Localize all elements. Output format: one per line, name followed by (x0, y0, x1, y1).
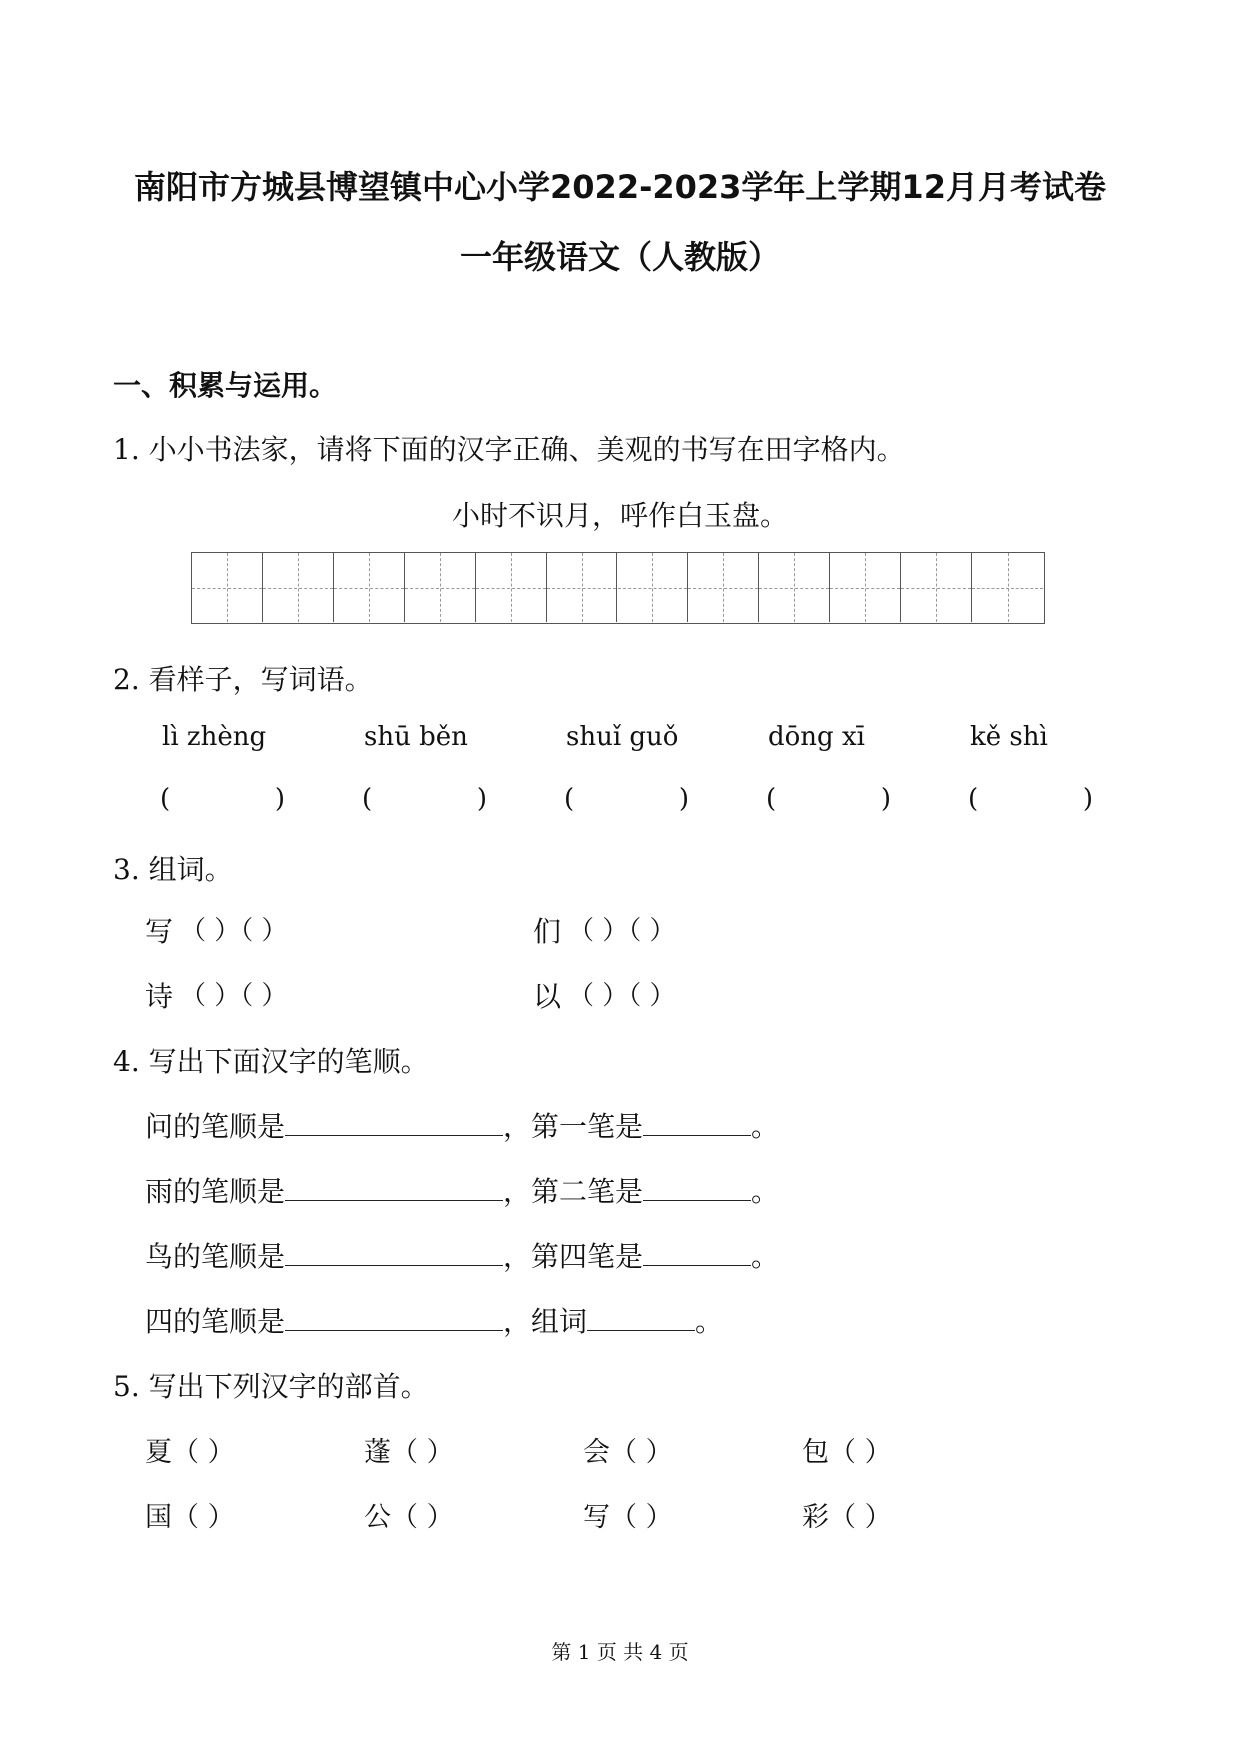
word-group-blanks[interactable]: （ ）（ ） (568, 981, 676, 1011)
stroke-order-blank[interactable] (285, 1306, 503, 1331)
poem-line: 小时不识月，呼作白玉盘。 (451, 499, 788, 532)
stroke-order-blank[interactable] (285, 1241, 503, 1266)
tianzige-cell[interactable] (759, 553, 830, 622)
stroke-order-mid: ，第四笔是 (503, 1240, 644, 1273)
section-title: 一、积累与运用。 (113, 369, 338, 402)
guide-line-horizontal (263, 588, 333, 589)
stroke-answer-blank[interactable] (643, 1111, 751, 1136)
guide-line-horizontal (901, 588, 971, 589)
stroke-order-end: 。 (751, 1175, 780, 1208)
tianzige-cell[interactable] (263, 553, 334, 622)
stroke-order-row (145, 1170, 779, 1210)
stroke-order-lead: 鸟的笔顺是 (145, 1240, 286, 1273)
pinyin-2: shū běn (364, 722, 468, 752)
guide-line-horizontal (830, 588, 900, 589)
guide-line-horizontal (192, 588, 262, 589)
radical-item[interactable]: 蓬（ ） (364, 1437, 454, 1468)
tianzige-grid[interactable] (191, 552, 1045, 624)
radical-item[interactable]: 写（ ） (583, 1502, 673, 1533)
guide-line-horizontal (618, 588, 688, 589)
pinyin-4: dōng xī (768, 722, 865, 752)
question-3-prompt: 3. 组词。 (113, 853, 233, 886)
word-group-blanks[interactable]: （ ）（ ） (568, 916, 676, 946)
radical-item[interactable]: 彩（ ） (802, 1502, 892, 1533)
stroke-order-mid: ，组词 (503, 1305, 588, 1338)
question-4-prompt: 4. 写出下面汉字的笔顺。 (113, 1045, 429, 1078)
pinyin-3: shuǐ guǒ (566, 722, 679, 752)
word-group-blanks[interactable]: （ ）（ ） (180, 916, 288, 946)
word-group-char: 写 (145, 915, 174, 948)
guide-line-horizontal (688, 588, 758, 589)
radical-item[interactable]: 夏（ ） (145, 1437, 235, 1468)
exam-title: 南阳市方城县博望镇中心小学2022-2023学年上学期12月月考试卷 (134, 168, 1106, 206)
tianzige-cell[interactable] (901, 553, 972, 622)
tianzige-cell[interactable] (547, 553, 618, 622)
radical-item[interactable]: 国（ ） (145, 1502, 235, 1533)
tianzige-cell[interactable] (688, 553, 759, 622)
stroke-answer-blank[interactable] (643, 1176, 751, 1201)
tianzige-cell[interactable] (618, 553, 689, 622)
guide-line-horizontal (547, 588, 617, 589)
stroke-order-lead: 问的笔顺是 (145, 1110, 286, 1143)
word-group-char: 诗 (145, 980, 174, 1013)
guide-line-horizontal (334, 588, 404, 589)
stroke-order-end: 。 (751, 1110, 780, 1143)
question-2-prompt: 2. 看样子，写词语。 (113, 663, 373, 696)
stroke-order-lead: 四的笔顺是 (145, 1305, 286, 1338)
pinyin-5: kě shì (970, 722, 1048, 752)
stroke-answer-blank[interactable] (643, 1241, 751, 1266)
stroke-order-row (145, 1105, 779, 1145)
word-group-char: 以 (533, 980, 562, 1013)
question-1-prompt: 1. 小小书法家，请将下面的汉字正确、美观的书写在田字格内。 (113, 433, 905, 466)
guide-line-horizontal (972, 588, 1043, 589)
word-group-blanks[interactable]: （ ）（ ） (180, 981, 288, 1011)
pinyin-1: lì zhèng (162, 722, 267, 752)
radical-item[interactable]: 公（ ） (364, 1502, 454, 1533)
tianzige-cell[interactable] (830, 553, 901, 622)
word-group-char: 们 (533, 915, 562, 948)
word-answer-blank[interactable] (587, 1306, 695, 1331)
guide-line-horizontal (759, 588, 829, 589)
tianzige-cell[interactable] (405, 553, 476, 622)
stroke-order-mid: ，第一笔是 (503, 1110, 644, 1143)
stroke-order-blank[interactable] (285, 1111, 503, 1136)
stroke-order-mid: ，第二笔是 (503, 1175, 644, 1208)
question-5-prompt: 5. 写出下列汉字的部首。 (113, 1370, 429, 1403)
stroke-order-row (145, 1300, 723, 1340)
stroke-order-blank[interactable] (285, 1176, 503, 1201)
stroke-order-lead: 雨的笔顺是 (145, 1175, 286, 1208)
tianzige-cell[interactable] (334, 553, 405, 622)
stroke-order-row (145, 1235, 779, 1275)
exam-subtitle: 一年级语文（人教版） (459, 238, 780, 276)
stroke-order-end: 。 (695, 1305, 724, 1338)
radical-item[interactable]: 会（ ） (583, 1437, 673, 1468)
page-footer: 第 1 页 共 4 页 (551, 1640, 689, 1664)
tianzige-cell[interactable] (192, 553, 263, 622)
guide-line-horizontal (405, 588, 475, 589)
tianzige-cell[interactable] (476, 553, 547, 622)
guide-line-horizontal (476, 588, 546, 589)
radical-item[interactable]: 包（ ） (802, 1437, 892, 1468)
tianzige-cell[interactable] (972, 553, 1043, 622)
stroke-order-end: 。 (751, 1240, 780, 1273)
